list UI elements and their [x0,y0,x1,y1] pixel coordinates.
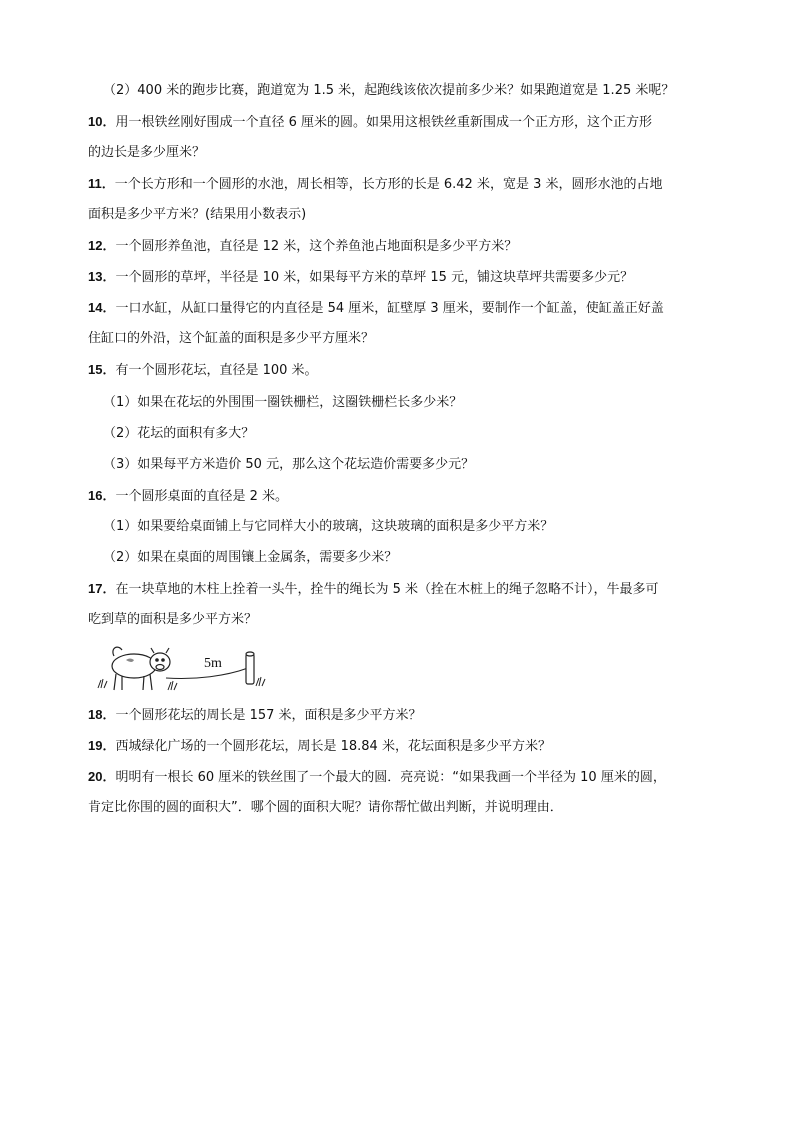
question-13: 13．一个圆形的草坪，半径是 10 米，如果每平方米的草坪 15 元，铺这块草坪共需要多少元？ [88,269,634,285]
question-20-line-2: 肯定比你围的圆的面积大”．哪个圆的面积大呢？请你帮忙做出判断，并说明理由． [88,800,563,815]
question-number: 15． [88,362,116,377]
question-number: 17． [88,581,116,596]
question-number: 11． [88,176,115,191]
question-14-line-1: 14．一口水缸，从缸口量得它的内直径是 54 厘米，缸壁厚 3 厘米，要制作一个缸盖，使缸盖正好盖 [88,300,664,316]
question-15-part-1: （1）如果在花坛的外围围一圈铁栅栏，这圈铁栅栏长多少米？ [103,395,463,410]
question-number: 13． [88,269,116,284]
question-15-part-3: （3）如果每平方米造价 50 元，那么这个花坛造价需要多少元？ [103,457,475,472]
rope-length-label: 5m [204,656,222,671]
question-11-line-1: 11．一个长方形和一个圆形的水池，周长相等，长方形的长是 6.42 米，宽是 3 米，圆形水池的占地 [88,176,663,192]
question-10-line-1: 10．用一根铁丝刚好围成一个直径 6 厘米的圆。如果用这根铁丝重新围成一个正方形，这个正方形 [88,114,653,130]
question-17-line-2: 吃到草的面积是多少平方米？ [88,612,258,627]
question-17-line-1: 17．在一块草地的木柱上拴着一头牛，拴牛的绳长为 5 米（拴在木桩上的绳子忽略不计），牛最多可 [88,581,659,597]
question-number: 14． [88,300,116,315]
question-19: 19．西城绿化广场的一个圆形花坛，周长是 18.84 米，花坛面积是多少平方米？ [88,738,551,754]
post-icon [246,652,254,684]
question-number: 20． [88,769,116,784]
question-18: 18．一个圆形花坛的周长是 157 米，面积是多少平方米？ [88,707,422,723]
question-16-part-1: （1）如果要给桌面铺上与它同样大小的玻璃，这块玻璃的面积是多少平方米？ [103,519,554,534]
cow-tied-to-post-icon [96,638,276,698]
cow-tied-to-post-figure [96,638,276,698]
question-number: 12． [88,238,116,253]
question-16: 16．一个圆形桌面的直径是 2 米。 [88,488,289,504]
question-15-part-2: （2）花坛的面积有多大？ [103,426,255,441]
question-20-line-1: 20．明明有一根长 60 厘米的铁丝围了一个最大的圆．亮亮说：“如果我画一个半径为 10 厘米的圆， [88,769,666,785]
question-number: 18． [88,707,116,722]
question-16-part-2: （2）如果在桌面的周围镶上金属条，需要多少米？ [103,550,398,565]
question-12: 12．一个圆形养鱼池，直径是 12 米，这个养鱼池占地面积是多少平方米？ [88,238,518,254]
question-number: 16． [88,488,116,503]
question-10-line-2: 的边长是多少厘米？ [88,145,206,160]
question-15: 15．有一个圆形花坛，直径是 100 米。 [88,362,318,378]
question-9-part-2: （2）400 米的跑步比赛，跑道宽为 1.5 米，起跑线该依次提前多少米？如果跑道宽是 1.25 米呢？ [103,83,675,98]
question-11-line-2: 面积是多少平方米？(结果用小数表示) [88,207,307,222]
cow-icon [112,647,170,690]
question-number: 10． [88,114,116,129]
question-number: 19． [88,738,116,753]
question-14-line-2: 住缸口的外沿，这个缸盖的面积是多少平方厘米？ [88,331,375,346]
